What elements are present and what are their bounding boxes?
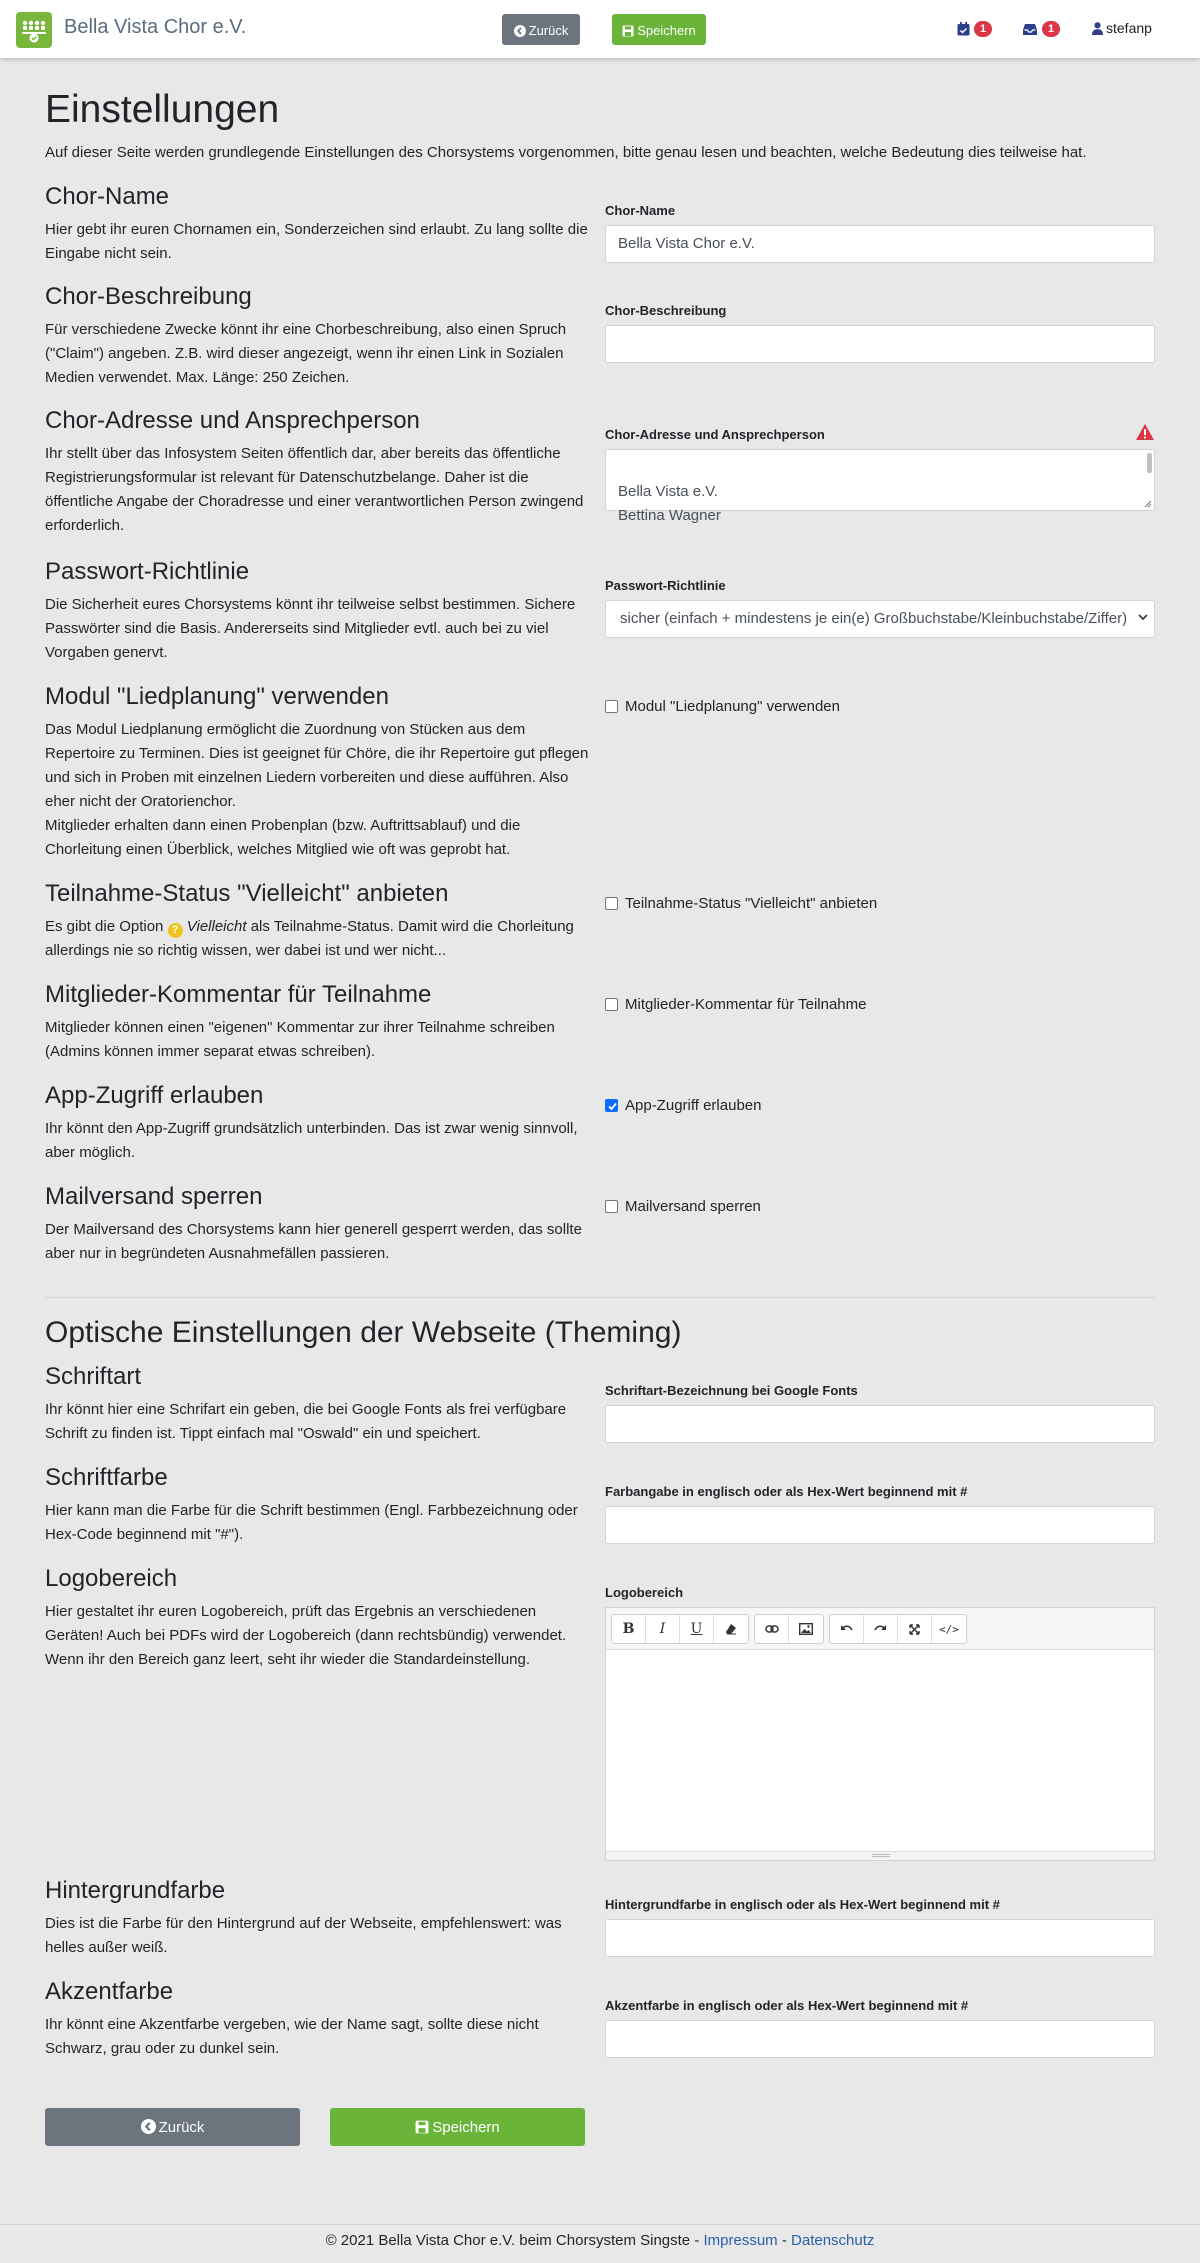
maybe-checkbox[interactable] <box>605 897 618 910</box>
footer-copyright: © 2021 Bella Vista Chor e.V. beim Chorsystem Singste - <box>325 2232 700 2249</box>
comment-checkbox-row[interactable] <box>605 996 1155 1013</box>
resize-handle-icon <box>872 1854 890 1857</box>
fullscreen-icon <box>909 1624 920 1635</box>
user-icon <box>1092 22 1103 35</box>
songplan-checkbox-label[interactable]: Modul "Liedplanung" verwenden <box>625 698 840 715</box>
undo-button[interactable] <box>830 1615 864 1643</box>
section-description: Für verschiedene Zwecke könnt ihr eine Chorbeschreibung, also einen Spruch ("Claim") angeben. Z.B. wird dieser angezeigt, wenn ihr einen Link in Sozialen Medien verwendet. Max. Länge: 250 Zeichen. <box>45 321 567 387</box>
brand-name[interactable]: Bella Vista Chor e.V. <box>64 16 247 38</box>
editor-content-area[interactable] <box>606 1651 1154 1850</box>
resize-grip-icon[interactable] <box>1142 498 1152 508</box>
nav-save-button[interactable] <box>612 14 706 45</box>
mail-checkbox-label[interactable]: Mailversand sperren <box>625 1198 761 1215</box>
warning-triangle-icon <box>1135 423 1155 441</box>
section-description: Das Modul Liedplanung ermöglicht die Zuordnung von Stücken aus dem Repertoire zu Terminen. Dies ist geeignet für Chöre, die ihr Repertoire gut pflegen und sich in Proben mit einzelnen Liedern vorbereiten und diese aufführen. Also eher nicht der Oratorienchor. <box>45 721 589 811</box>
section-description: Hier gebt ihr euren Chornamen ein, Sonderzeichen sind erlaubt. Zu lang sollte die Eingabe nicht sein. <box>45 221 588 263</box>
choir-address-textarea[interactable] <box>605 449 1155 524</box>
section-heading: Passwort-Richtlinie <box>45 558 250 585</box>
section-heading: Hintergrundfarbe <box>45 1877 226 1904</box>
user-menu[interactable] <box>1092 20 1152 36</box>
section-heading: Logobereich <box>45 1565 178 1592</box>
image-button[interactable] <box>789 1615 823 1643</box>
choir-address-label: Chor-Adresse und Ansprechperson <box>605 427 825 442</box>
redo-icon <box>874 1624 887 1634</box>
font-color-input[interactable] <box>605 1506 1155 1544</box>
choir-name-label: Chor-Name <box>605 203 676 218</box>
logo-rich-text-editor <box>605 1607 1155 1861</box>
events-nav-item[interactable] <box>957 18 992 40</box>
brand-logo-icon[interactable] <box>16 12 52 48</box>
chevron-left-circle-icon <box>141 2119 156 2134</box>
section-heading: Chor-Adresse und Ansprechperson <box>45 407 420 434</box>
section-heading: Modul "Liedplanung" verwenden <box>45 683 389 710</box>
calendar-check-icon <box>957 22 970 36</box>
choir-description-label: Chor-Beschreibung <box>605 303 727 318</box>
inbox-icon <box>1022 23 1038 36</box>
section-description: Hier kann man die Farbe für die Schrift bestimmen (Engl. Farbbezeichnung oder Hex-Code beginnend mit "#"). <box>45 1502 578 1544</box>
page-title: Einstellungen <box>45 88 280 131</box>
password-policy-value: sicher (einfach + mindestens je ein(e) Großbuchstabe/Kleinbuchstabe/Ziffer) <box>620 610 1128 627</box>
mail-checkbox[interactable] <box>605 1200 618 1213</box>
maybe-checkbox-row[interactable] <box>605 895 1155 912</box>
bold-icon: B <box>622 1621 635 1637</box>
section-description: Hier gestaltet ihr euren Logobereich, prüft das Ergebnis an verschiedenen Geräten! Auch bei PDFs wird der Logobereich (dann rechtsbündig) verwendet. Wenn ihr den Bereich ganz leert, seht ihr wieder die Standardeinstellung. <box>45 1603 567 1669</box>
section-heading: Teilnahme-Status "Vielleicht" anbieten <box>45 880 449 907</box>
section-description: Ihr stellt über das Infosystem Seiten öffentlich dar, aber bereits das öffentliche Registrierungsformular ist relevant für Datenschutzbelange. Daher ist die öffentliche Angabe der Choradresse und einer verantwortlichen Person zwingend erforderlich. <box>45 445 584 535</box>
section-description: Mitglieder können einen "eigenen" Kommentar zur ihrer Teilnahme schreiben (Admins können immer separat etwas schreiben). <box>45 1019 555 1061</box>
italic-button[interactable] <box>646 1615 680 1643</box>
fullscreen-button[interactable] <box>898 1615 932 1643</box>
chevron-down-icon <box>1138 614 1148 621</box>
password-policy-label: Passwort-Richtlinie <box>605 578 726 593</box>
section-heading: Akzentfarbe <box>45 1978 174 2005</box>
accent-color-input[interactable] <box>605 2020 1155 2058</box>
underline-button[interactable] <box>680 1615 714 1643</box>
app-checkbox-row[interactable] <box>605 1097 1155 1114</box>
checkmark-icon <box>607 1101 618 1112</box>
maybe-text-after: als Teilnahme-Status. Damit wird die Chorleitung allerdings nie so richtig wissen, wer dabei ist und wer nicht... <box>45 918 574 960</box>
textarea-scrollbar[interactable] <box>1147 453 1152 473</box>
choir-name-input[interactable]: Bella Vista Chor e.V. <box>605 225 1155 263</box>
mail-checkbox-row[interactable] <box>605 1198 1155 1215</box>
maybe-word: Vielleicht <box>186 918 247 936</box>
choir-address-value: Bella Vista e.V. Bettina Wagner <box>618 483 721 524</box>
section-description-2: Mitglieder erhalten dann einen Probenplan (bzw. Auftrittsablauf) und die Chorleitung einen Überblick, welches Mitglied wie oft was geprobt hat. <box>45 817 521 859</box>
accent-color-label: Akzentfarbe in englisch oder als Hex-Wert beginnend mit # <box>605 1998 969 2013</box>
app-checkbox-label[interactable]: App-Zugriff erlauben <box>625 1097 762 1114</box>
link-icon <box>765 1624 779 1634</box>
top-navbar <box>0 0 1200 58</box>
bottom-save-label: Speichern <box>432 2119 500 2136</box>
comment-checkbox-label[interactable]: Mitglieder-Kommentar für Teilnahme <box>625 996 867 1013</box>
section-heading: Schriftart <box>45 1363 142 1390</box>
code-view-button[interactable] <box>932 1615 966 1643</box>
editor-toolbar <box>606 1608 1154 1650</box>
nav-back-button[interactable] <box>502 14 580 45</box>
image-icon <box>799 1623 813 1635</box>
bottom-back-label: Zurück <box>158 2119 205 2136</box>
section-heading: Mitglieder-Kommentar für Teilnahme <box>45 981 432 1008</box>
link-button[interactable] <box>755 1615 789 1643</box>
section-heading: Mailversand sperren <box>45 1183 263 1210</box>
section-description: Dies ist die Farbe für den Hintergrund auf der Webseite, empfehlenswert: was helles außer weiß. <box>45 1915 562 1957</box>
background-color-input[interactable] <box>605 1919 1155 1957</box>
redo-button[interactable] <box>864 1615 898 1643</box>
footer <box>0 2232 1200 2249</box>
section-description: Die Sicherheit eures Chorsystems könnt ihr teilweise selbst bestimmen. Sichere Passwörter sind die Basis. Andererseits sind Mitglieder evtl. auch bei zu viel Vorgaben genervt. <box>45 596 576 662</box>
bold-button[interactable] <box>612 1615 646 1643</box>
undo-icon <box>840 1624 853 1634</box>
messages-count-badge: 1 <box>1042 21 1060 37</box>
font-label: Schriftart-Bezeichnung bei Google Fonts <box>605 1383 858 1398</box>
impressum-link[interactable]: Impressum <box>703 2232 778 2249</box>
section-description: Der Mailversand des Chorsystems kann hier generell gesperrt werden, das sollte aber nur in begründeten Ausnahmefällen passieren. <box>45 1221 582 1263</box>
eraser-button[interactable] <box>714 1615 748 1643</box>
section-heading: Schriftfarbe <box>45 1464 168 1491</box>
nav-save-label: Speichern <box>637 23 696 38</box>
password-policy-select[interactable] <box>605 600 1155 638</box>
songplan-checkbox-row[interactable] <box>605 698 1155 715</box>
toolbar-group-history <box>829 1614 967 1644</box>
comment-checkbox[interactable] <box>605 998 618 1011</box>
underline-icon: U <box>690 1621 703 1637</box>
toolbar-group-format <box>611 1614 749 1644</box>
section-description: Ihr könnt eine Akzentfarbe vergeben, wie der Name sagt, sollte diese nicht Schwarz, grau oder zu dunkel sein. <box>45 2016 539 2058</box>
footer-divider <box>0 2224 1200 2225</box>
floppy-disk-icon <box>622 25 634 37</box>
bottom-save-button[interactable] <box>330 2108 585 2146</box>
italic-icon: I <box>659 1621 666 1637</box>
songplan-checkbox[interactable] <box>605 700 618 713</box>
section-description: Ihr könnt den App-Zugriff grundsätzlich unterbinden. Das ist zwar wenig sinnvoll, aber möglich. <box>45 1120 578 1162</box>
font-color-label: Farbangabe in englisch oder als Hex-Wert beginnend mit # <box>605 1484 968 1499</box>
floppy-disk-icon <box>415 2120 429 2134</box>
maybe-text-before: Es gibt die Option <box>45 918 164 936</box>
toolbar-group-insert <box>754 1614 824 1644</box>
code-view-icon: </> <box>939 1622 959 1636</box>
chevron-left-circle-icon <box>514 25 526 37</box>
app-checkbox[interactable] <box>605 1099 618 1112</box>
theming-title: Optische Einstellungen der Webseite (Theming) <box>45 1316 682 1349</box>
footer-separator: - <box>781 2232 787 2249</box>
background-color-label: Hintergrundfarbe in englisch oder als Hex-Wert beginnend mit # <box>605 1897 1000 1912</box>
datenschutz-link[interactable]: Datenschutz <box>791 2232 875 2249</box>
question-mark-icon: ? <box>168 923 183 938</box>
messages-nav-item[interactable] <box>1022 18 1060 40</box>
section-heading: Chor-Beschreibung <box>45 283 252 310</box>
section-heading: App-Zugriff erlauben <box>45 1082 264 1109</box>
section-heading: Chor-Name <box>45 183 170 210</box>
section-divider <box>45 1297 1155 1298</box>
choir-description-input[interactable] <box>605 325 1155 363</box>
editor-resize-bar[interactable] <box>606 1851 1154 1860</box>
nav-back-label: Zurück <box>528 23 569 38</box>
font-input[interactable] <box>605 1405 1155 1443</box>
section-description: Ihr könnt hier eine Schrifart ein geben, die bei Google Fonts als frei verfügbare Schrift zu finden ist. Tippt einfach mal "Oswald" ein und speichert. <box>45 1401 567 1443</box>
section-description <box>45 915 595 963</box>
username: stefanp <box>1106 20 1152 36</box>
maybe-checkbox-label[interactable]: Teilnahme-Status "Vielleicht" anbieten <box>625 895 878 912</box>
bottom-back-button[interactable] <box>45 2108 300 2146</box>
eraser-icon <box>725 1623 737 1635</box>
logo-area-label: Logobereich <box>605 1585 684 1600</box>
events-count-badge: 1 <box>974 21 992 37</box>
page-intro: Auf dieser Seite werden grundlegende Einstellungen des Chorsystems vorgenommen, bitte genau lesen und beachten, welche Bedeutung dies teilweise hat. <box>45 144 1087 161</box>
